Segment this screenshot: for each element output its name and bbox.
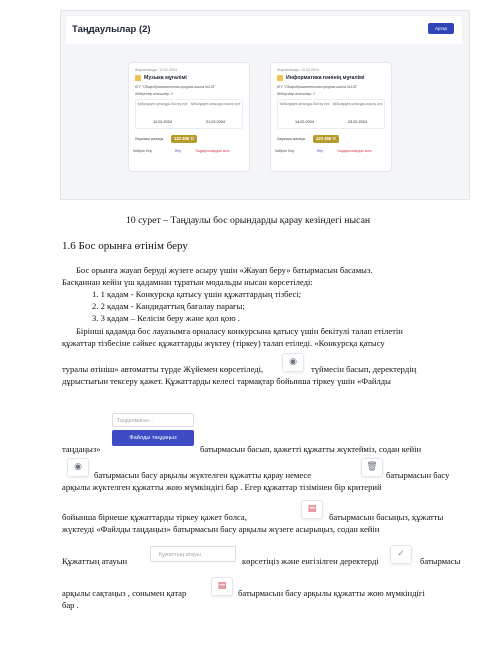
add-document-icon[interactable]: ▤	[301, 500, 323, 519]
para2-line1: Бірінші қадамда бос лауазымға орналасу конкурсына қатысу үшін бекітулі талап етілетін	[76, 326, 403, 336]
para2-line12: бар .	[62, 600, 79, 610]
end-date: 21.02.2024	[205, 120, 225, 124]
para1-line1: Бос орынға жауап беруді жүзеге асыру үшін «Жауап беру» батырмасын басамыз.	[76, 265, 373, 275]
salary-badge: 123 456 тг	[171, 135, 197, 143]
section-heading: 1.6 Бос орынға өтінім беру	[62, 240, 188, 252]
remove-link[interactable]: Таңдаулылардан жою	[195, 149, 230, 153]
para2-line3a: туралы өтініш» автоматты түрде Жүйемен көрсетіледі,	[62, 364, 264, 374]
para2-line8b: батырмасын басыңыз, құжатты	[329, 512, 444, 522]
para2-line9: жүктеуді «Файлды таңдаңыз» батырмасын басу арқылы жүзеге асырыңыз, содан кейін	[62, 524, 380, 534]
dates-box	[277, 99, 385, 129]
published-date: Жарияланды: 12.02.2024	[277, 68, 320, 72]
back-button[interactable]: Артқа	[428, 23, 454, 34]
para2-line10b: көрсетіңіз және енгізілген деректерді	[242, 556, 379, 566]
choose-file-button[interactable]: Файлды таңдаңыз	[112, 430, 194, 446]
para1-line2: Басқаннан кейін үш қадамнан тұратын модальды нысан көрсетіледі:	[62, 277, 313, 287]
check-icon[interactable]: ✓	[390, 545, 412, 564]
para2-line4: дұрыстығын тексеру қажет. Құжаттарды келесі тармақтар бойынша тіркеу үшін «Файлды	[62, 376, 391, 386]
document-name-input[interactable]: Құжаттың атауы	[150, 546, 236, 562]
start-label: Қабылдауға қатысуды бастау күні	[279, 102, 330, 106]
vacancy-title[interactable]: Информатика пәнінің мұғалімі	[286, 75, 365, 81]
delete-document-icon[interactable]: ▤	[211, 577, 233, 596]
file-input[interactable]: Таңдалмаған...	[112, 413, 194, 427]
para2-line2: құжаттар тізбесіне сәйкес құжаттарды жүктеу (тіркеу) талап етіледі. «Конкурсқа қатысу	[62, 338, 385, 348]
vacancy-card-1[interactable]	[128, 62, 250, 172]
para2-line3b: түймесін басып, деректердің	[311, 364, 417, 374]
eye-icon[interactable]: ◉	[282, 353, 304, 372]
para2-line8a: бойынша бірнеше құжаттарды тіркеу қажет болса,	[62, 512, 247, 522]
figure-caption: 10 сурет – Таңдаулы бос орындарды қарау кезіндегі нысан	[125, 215, 371, 226]
para2-line5a: таңдаңыз»	[62, 444, 101, 454]
go-link[interactable]: Өту	[317, 149, 323, 153]
dates-box	[135, 99, 243, 129]
start-label: Қабылдауға қатысуды бастау күні	[137, 102, 188, 106]
start-date: 12.02.2024	[152, 120, 172, 124]
published-date: Жарияланды: 12.02.2024	[135, 68, 178, 72]
applicants-count: Жібергілер өтінішілер: 2	[135, 92, 174, 96]
end-date: 23.02.2024	[347, 120, 367, 124]
go-link[interactable]: Өту	[175, 149, 181, 153]
para2-line6a: батырмасын басу арқылы жүктелген құжатты қарау немесе	[94, 470, 312, 480]
card-links	[275, 149, 387, 157]
organization: КГУ "Общеобразовательная средняя школа №132"	[277, 85, 358, 89]
para2-line7: арқылы жүктелген құжатты жою мүмкіндігі бар . Егер құжаттар тізімінен бір критерий	[62, 482, 382, 492]
para2-line10a: Құжаттың атауын	[62, 556, 128, 566]
favorites-title: Таңдаулылар (2)	[72, 24, 151, 35]
more-link[interactable]: Көбірек білу	[133, 149, 153, 153]
start-date: 14.02.2024	[294, 120, 314, 124]
step-3: 3. 3 қадам – Келісім беру және қол қою .	[92, 313, 240, 323]
end-label: Қабылдауға қатысуды аяқтау күні	[332, 102, 383, 106]
folder-icon	[135, 75, 141, 81]
eye-icon[interactable]: ◉	[67, 458, 89, 477]
salary-badge: 123 456 тг	[313, 135, 339, 143]
salary-label: Лауазым жалақы	[277, 137, 306, 141]
remove-link[interactable]: Таңдаулылардан жою	[337, 149, 372, 153]
step-2: 2. 2 қадам - Кандидаттың бағалау парағы;	[92, 301, 245, 311]
salary-label: Лауазым жалақы	[135, 137, 164, 141]
para2-line10c: батырмасы	[420, 556, 461, 566]
vacancy-title[interactable]: Музыка мұғалімі	[144, 75, 187, 81]
para2-line11a: арқылы сақтаңыз , сонымен қатар	[62, 588, 187, 598]
para2-line11b: батырмасын басу арқылы құжатты жою мүмкіндігі	[238, 588, 425, 598]
vacancy-card-2[interactable]	[270, 62, 392, 172]
trash-icon[interactable]: 🗑	[361, 458, 383, 477]
end-label: Қабылдауға қатысуды аяқтау күні	[190, 102, 241, 106]
more-link[interactable]: Көбірек білу	[275, 149, 295, 153]
folder-icon	[277, 75, 283, 81]
step-1: 1. 1 қадам - Конкурсқа қатысу үшін құжаттардың тізбесі;	[92, 289, 302, 299]
organization: КГУ "Общеобразовательная средняя школа №132"	[135, 85, 216, 89]
para2-line6b: батырмасын басу	[386, 470, 450, 480]
applicants-count: Жібергілер өтінішілер: 2	[277, 92, 316, 96]
card-links	[133, 149, 245, 157]
para2-line5b: батырмасын басып, қажетті құжатты жүктейміз, содан кейін	[200, 444, 422, 454]
